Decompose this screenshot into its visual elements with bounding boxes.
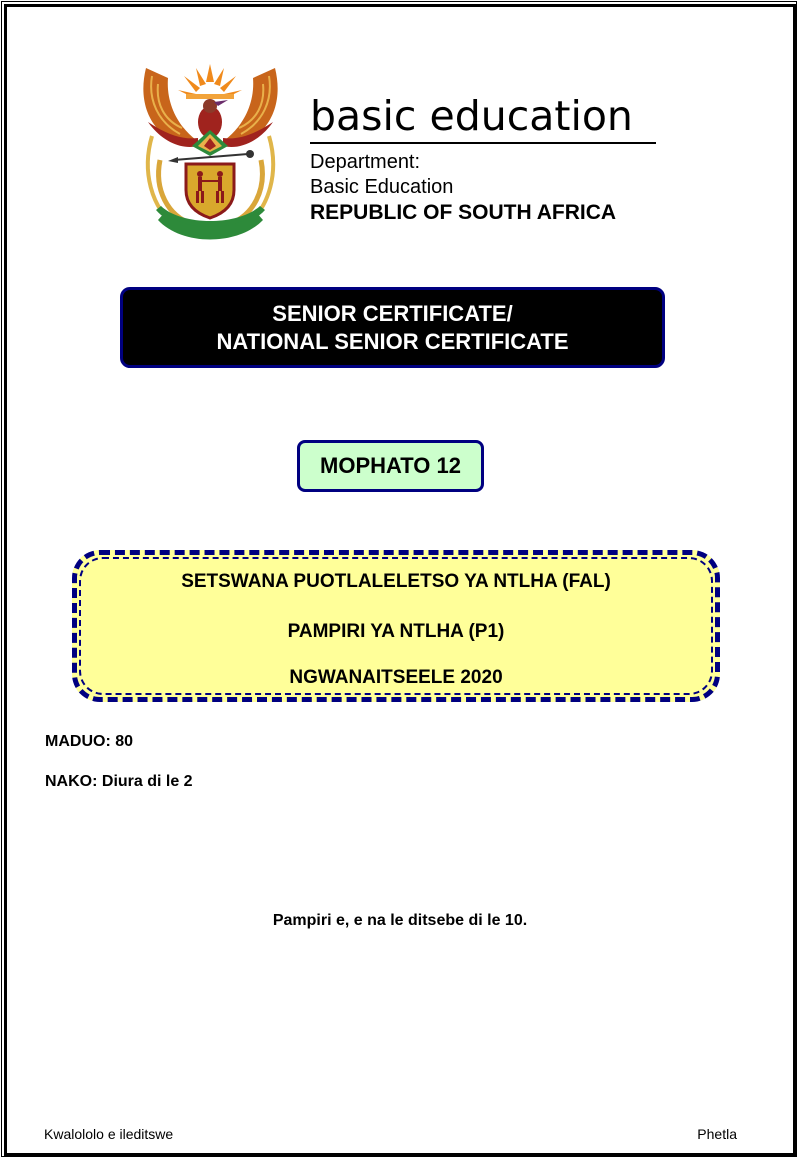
paper-number: PAMPIRI YA NTLHA (P1) — [287, 621, 505, 642]
subject-panel — [72, 550, 720, 702]
certificate-line-1: SENIOR CERTIFICATE/ — [272, 300, 513, 326]
brand-divider — [310, 142, 656, 144]
grade-label: MOPHATO 12 — [320, 453, 461, 478]
brand-title: basic education — [310, 92, 633, 140]
department-name: Basic Education — [310, 176, 454, 198]
footer-copyright: Kwalololo e ileditswe — [44, 1126, 174, 1142]
grade-badge — [297, 440, 484, 492]
marks-label: MADUO: 80 — [45, 733, 134, 750]
page-count-note: Pampiri e, e na le ditsebe di le 10. — [272, 912, 528, 929]
certificate-line-2: NATIONAL SENIOR CERTIFICATE — [216, 328, 569, 354]
exam-session: NGWANAITSEELE 2020 — [289, 667, 503, 688]
department-branding — [310, 92, 660, 225]
certificate-banner — [120, 287, 665, 368]
time-label: NAKO: Diura di le 2 — [45, 773, 193, 790]
subject-title: SETSWANA PUOTLALELETSO YA NTLHA (FAL) — [181, 571, 611, 592]
country-name: REPUBLIC OF SOUTH AFRICA — [310, 201, 617, 224]
department-label: Department: — [310, 151, 421, 173]
footer-turn-over: Phetla — [697, 1126, 737, 1142]
coat-of-arms-icon — [138, 60, 283, 240]
